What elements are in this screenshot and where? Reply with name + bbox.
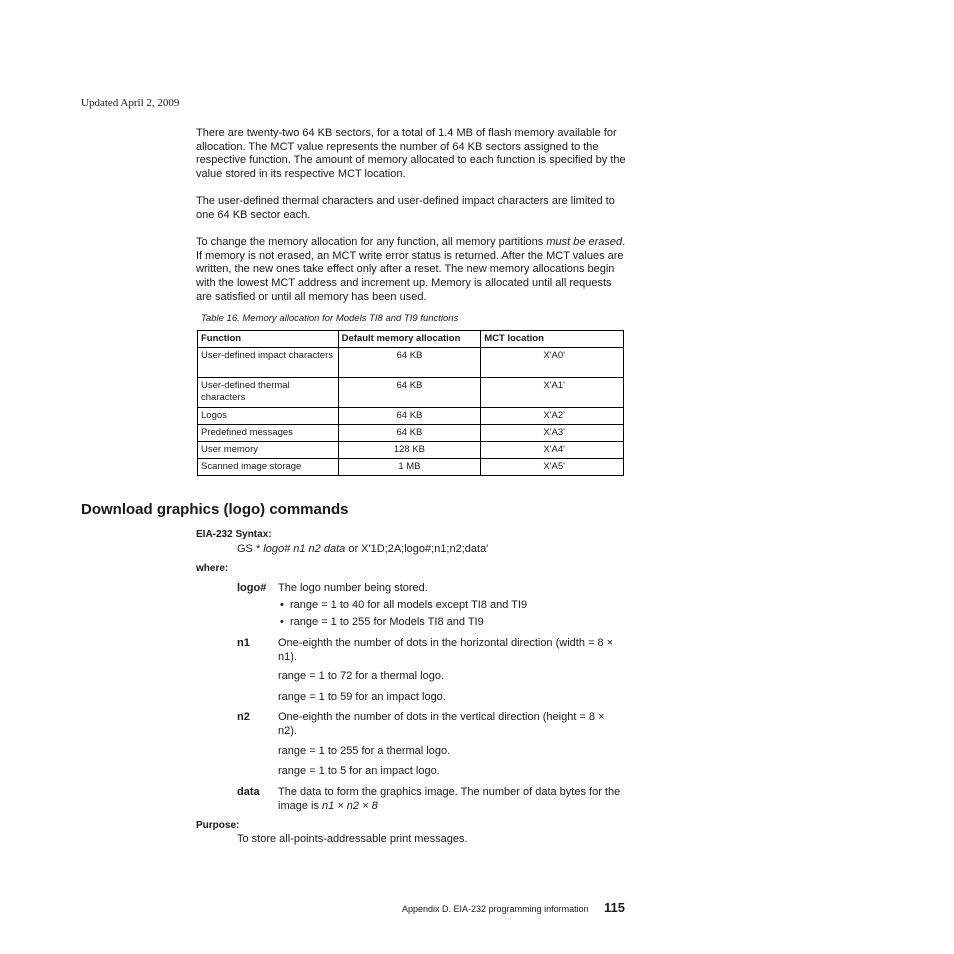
definition-data: [278, 786, 626, 813]
range-text: range = 1 to 72 for a thermal logo.: [278, 670, 445, 682]
table-cell: 1 MB: [338, 459, 481, 476]
term-n2: n2: [237, 711, 250, 723]
formula-text: n1 × n2 × 8: [322, 799, 378, 812]
bullet-text: range = 1 to 255 for Models TI8 and TI9: [289, 616, 484, 628]
purpose-text: To store all-points-addressable print messages.: [237, 833, 468, 845]
table-row: [198, 459, 624, 476]
list-item: [280, 616, 484, 628]
table-cell: User memory: [198, 442, 339, 459]
column-header: Function: [198, 331, 339, 348]
table-cell: 64 KB: [338, 348, 481, 378]
syntax-line: [237, 543, 488, 555]
table-cell: X'A3': [481, 425, 624, 442]
table-cell: X'A0': [481, 348, 624, 378]
definition-logo: The logo number being stored.: [278, 582, 428, 594]
definition-n2: One-eighth the number of dots in the vertical direction (height = 8 × n2).: [278, 711, 605, 737]
table-caption: Table 16. Memory allocation for Models TI8 and TI9 functions: [201, 313, 459, 324]
bullet-text: range = 1 to 40 for all models except TI8 and TI9: [289, 599, 528, 611]
table-row: [198, 408, 624, 425]
paragraph-user-defined: The user-defined thermal characters and user-defined impact characters are limited to one 64 KB sector each.: [196, 195, 615, 221]
table-cell: Logos: [198, 408, 339, 425]
table-cell: X'A1': [481, 378, 624, 408]
term-data: data: [237, 786, 260, 798]
table-cell: X'A5': [481, 459, 624, 476]
table-cell: Predefined messages: [198, 425, 339, 442]
table-cell: User-defined thermal characters: [198, 378, 339, 408]
bullet-icon: •: [280, 599, 290, 611]
table-row: [198, 348, 624, 378]
where-label: where:: [196, 563, 229, 574]
term-logo: logo#: [237, 582, 267, 594]
table-cell: 64 KB: [338, 408, 481, 425]
table-cell: 64 KB: [338, 378, 481, 408]
emphasis-text: must be erased: [546, 236, 623, 248]
table-cell: X'A2': [481, 408, 624, 425]
updated-date: Updated April 2, 2009: [81, 97, 180, 109]
column-header: MCT location: [481, 331, 624, 348]
table-cell: 64 KB: [338, 425, 481, 442]
memory-allocation-table: [197, 330, 624, 476]
section-title: Download graphics (logo) commands: [81, 501, 349, 518]
term-n1: n1: [237, 637, 250, 649]
syntax-hex: or X'1D;2A;logo#;n1;n2;data': [345, 543, 489, 555]
table-row: [198, 378, 624, 408]
table-header-row: [198, 331, 624, 348]
column-header: Default memory allocation: [338, 331, 481, 348]
table-cell: User-defined impact characters: [198, 348, 339, 378]
page-number: 115: [604, 900, 625, 915]
syntax-gs: GS *: [237, 543, 264, 555]
definition-text: The data to form the graphics image. The number of data bytes for the image is: [278, 786, 621, 812]
paragraph-text: . If memory is not erased, an MCT write error status is returned. After the MCT values are written, the new ones take effect only after a reset. The new memory allocations begin with the lowest MCT address and increment up. Memory is allocated until all requests are satisfied or until all memory has been used.: [196, 236, 626, 303]
paragraph-memory-change: [196, 236, 626, 305]
range-text: range = 1 to 255 for a thermal logo.: [278, 745, 451, 757]
purpose-label: Purpose:: [196, 820, 240, 831]
syntax-params: logo# n1 n2 data: [263, 543, 346, 555]
bullet-icon: •: [280, 616, 290, 628]
paragraph-text: To change the memory allocation for any function, all memory partitions: [196, 236, 547, 248]
range-text: range = 1 to 59 for an impact logo.: [278, 691, 446, 703]
table-row: [198, 442, 624, 459]
list-item: [280, 599, 527, 611]
paragraph-sectors: There are twenty-two 64 KB sectors, for a total of 1.4 MB of flash memory available for allocation. The MCT value represents the number of 64 KB sectors assigned to the respective function. The amount of memory allocated to each function is specified by the value stored in its respective MCT location.: [196, 127, 626, 181]
definition-n1: One-eighth the number of dots in the horizontal direction (width = 8 × n1).: [278, 637, 614, 663]
syntax-label: EIA-232 Syntax:: [196, 529, 272, 540]
table-cell: 128 KB: [338, 442, 481, 459]
range-text: range = 1 to 5 for an impact logo.: [278, 765, 440, 777]
footer-text: Appendix D. EIA-232 programming information: [402, 904, 589, 914]
table-cell: X'A4': [481, 442, 624, 459]
table-row: [198, 425, 624, 442]
table-cell: Scanned image storage: [198, 459, 339, 476]
